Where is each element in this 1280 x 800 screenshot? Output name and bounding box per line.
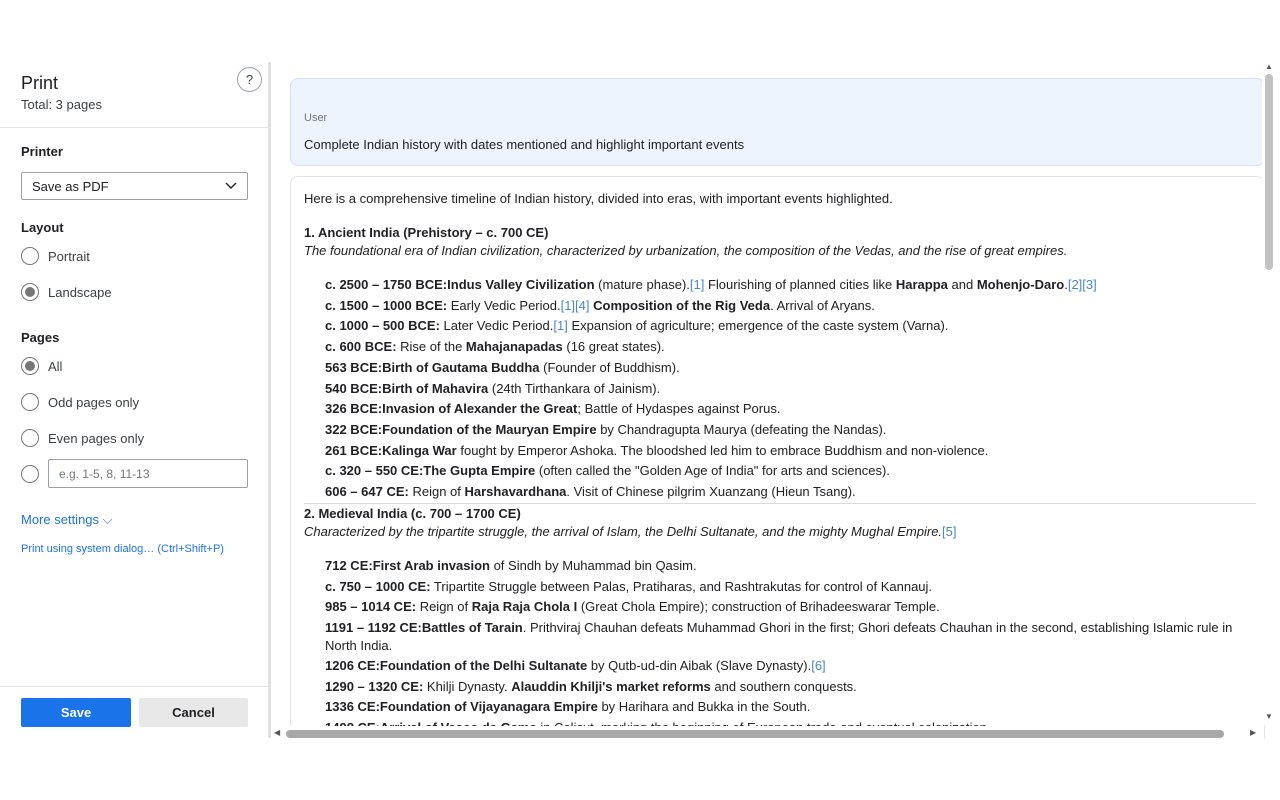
- item-text: of Sindh by Muhammad bin Qasim.: [489, 558, 697, 573]
- pages-odd-label: Odd pages only: [48, 394, 140, 410]
- timeline-item: [325, 619, 1232, 636]
- scroll-left-icon[interactable]: ◀: [274, 728, 281, 737]
- timeline-item: [325, 400, 780, 417]
- timeline-item: [325, 338, 665, 355]
- highlight-text: 326 BCE:Invasion of Alexander the Great: [325, 401, 578, 417]
- highlight-text: Composition of the Rig Veda: [593, 297, 771, 313]
- citation-link[interactable]: [1][4]: [560, 297, 590, 313]
- assistant-message: [290, 176, 1265, 738]
- item-text: and southern conquests.: [710, 679, 857, 694]
- highlight-text: 1336 CE:Foundation of Vijayanagara Empire: [325, 699, 598, 714]
- user-message-text: Complete Indian history with dates mentioned and highlight important events: [304, 137, 745, 152]
- page-count: Total: 3 pages: [21, 97, 102, 112]
- item-text: (16 great states).: [562, 339, 665, 355]
- item-text: (often called the "Golden Age of India" for arts and sciences).: [535, 463, 890, 479]
- chevron-down-icon: [225, 179, 237, 191]
- pages-even-option[interactable]: [21, 429, 144, 447]
- item-text: and: [947, 277, 977, 292]
- highlight-text: Harappa: [895, 277, 948, 292]
- highlight-text: 1290 – 1320 CE:: [325, 679, 424, 694]
- section-heading: 1. Ancient India (Prehistory – c. 700 CE): [304, 225, 549, 240]
- panel-title: Print: [21, 73, 59, 93]
- layout-landscape-label: Landscape: [48, 284, 112, 300]
- highlight-text: c. 1500 – 1000 BCE:: [325, 297, 448, 313]
- item-text: Tripartite Struggle between Palas, Pratiharas, and Rashtrakutas for control of Kannauj.: [430, 579, 933, 594]
- timeline-item: [325, 359, 680, 376]
- item-text: Reign of: [408, 484, 465, 499]
- layout-landscape-option[interactable]: [21, 283, 112, 301]
- print-settings-panel: [0, 62, 268, 738]
- highlight-text: 540 BCE:Birth of Mahavira: [325, 380, 489, 396]
- panel-divider: [268, 62, 271, 738]
- pages-even-label: Even pages only: [48, 430, 145, 446]
- timeline-item: [325, 317, 948, 334]
- radio-odd[interactable]: [21, 393, 39, 411]
- printer-select-value: Save as PDF: [32, 179, 109, 194]
- custom-pages-input[interactable]: [48, 459, 248, 488]
- vertical-scroll-thumb[interactable]: [1265, 74, 1273, 270]
- radio-even[interactable]: [21, 429, 39, 447]
- citation-link[interactable]: [1]: [689, 277, 705, 292]
- item-text: Rise of the: [396, 339, 466, 355]
- divider: [0, 686, 268, 687]
- save-button[interactable]: Save: [21, 698, 131, 727]
- highlight-text: 712 CE:First Arab invasion: [325, 558, 490, 573]
- item-text: Expansion of agriculture; emergence of the caste system (Varna).: [567, 318, 949, 334]
- item-text: . Arrival of Aryans.: [770, 297, 875, 313]
- pages-label: Pages: [21, 330, 60, 345]
- highlight-text: Raja Raja Chola I: [471, 599, 578, 614]
- layout-label: Layout: [21, 220, 64, 235]
- system-dialog-link[interactable]: Print using system dialog… (Ctrl+Shift+P): [21, 543, 224, 555]
- item-text: fought by Emperor Ashoka. The bloodshed led him to embrace Buddhism and non-violence.: [456, 442, 989, 458]
- highlight-text: Harshavardhana: [464, 484, 567, 499]
- pages-custom-option[interactable]: [21, 465, 48, 483]
- timeline-item: [325, 442, 988, 459]
- highlight-text: Mahajanapadas: [465, 339, 563, 355]
- item-text: by Qutb-ud-din Aibak (Slave Dynasty).: [587, 658, 812, 673]
- item-text: Later Vedic Period.: [439, 318, 554, 334]
- pages-all-label: All: [48, 358, 63, 374]
- item-text: North India.: [325, 638, 393, 653]
- highlight-text: 261 BCE:Kalinga War: [325, 442, 457, 458]
- highlight-text: c. 2500 – 1750 BCE:Indus Valley Civilization: [325, 277, 595, 292]
- printer-label: Printer: [21, 144, 63, 159]
- cancel-button[interactable]: Cancel: [139, 698, 248, 727]
- timeline-item: [325, 657, 826, 674]
- printer-select[interactable]: [21, 172, 248, 200]
- item-text: Early Vedic Period.: [447, 297, 561, 313]
- highlight-text: c. 750 – 1000 CE:: [325, 579, 431, 594]
- highlight-text: 563 BCE:Birth of Gautama Buddha: [325, 359, 540, 375]
- scroll-right-icon[interactable]: ▶: [1250, 728, 1257, 737]
- highlight-text: c. 1000 – 500 BCE:: [325, 318, 440, 334]
- divider: [0, 127, 268, 128]
- section-heading: 2. Medieval India (c. 700 – 1700 CE): [304, 506, 521, 521]
- highlight-text: c. 320 – 550 CE:The Gupta Empire: [325, 463, 536, 479]
- layout-portrait-label: Portrait: [48, 248, 90, 264]
- item-text: (mature phase).: [594, 277, 690, 292]
- timeline-item: [325, 276, 1097, 293]
- pages-odd-option[interactable]: [21, 393, 139, 411]
- timeline-item: [325, 698, 810, 715]
- item-text: by Chandragupta Maurya (defeating the Nandas).: [596, 421, 887, 437]
- section-description-text: Characterized by the tripartite struggle, the arrival of Islam, the Delhi Sultanate, and the mighty Mughal Empire.: [304, 524, 943, 539]
- timeline-item: [325, 483, 856, 500]
- item-text: .: [1064, 277, 1068, 292]
- pages-all-option[interactable]: [21, 357, 62, 375]
- highlight-text: 1206 CE:Foundation of the Delhi Sultanate: [325, 658, 588, 673]
- timeline-item: [325, 462, 890, 479]
- highlight-text: 322 BCE:Foundation of the Mauryan Empire: [325, 421, 597, 437]
- highlight-text: 606 – 647 CE:: [325, 484, 409, 499]
- highlight-text: 985 – 1014 CE:: [325, 599, 417, 614]
- item-text: by Harihara and Bukka in the South.: [597, 699, 811, 714]
- user-message: [290, 78, 1265, 166]
- scroll-down-icon[interactable]: ▼: [1265, 712, 1273, 721]
- radio-all[interactable]: [21, 357, 39, 375]
- radio-landscape[interactable]: [21, 283, 39, 301]
- timeline-item: [325, 578, 932, 595]
- intro-text: Here is a comprehensive timeline of Indian history, divided into eras, with important events highlighted.: [304, 191, 893, 206]
- scroll-up-icon[interactable]: ▲: [1265, 62, 1273, 71]
- item-text: (24th Tirthankara of Jainism).: [488, 380, 661, 396]
- highlight-text: c. 600 BCE:: [325, 339, 397, 355]
- horizontal-scrollbar[interactable]: [272, 726, 1262, 740]
- timeline-item: [325, 557, 697, 574]
- citation-link[interactable]: [5]: [942, 524, 957, 539]
- item-text: ; Battle of Hydaspes against Porus.: [577, 401, 781, 417]
- item-text: (Founder of Buddhism).: [539, 359, 680, 375]
- vertical-scrollbar[interactable]: [1262, 62, 1276, 726]
- item-text: Flourishing of planned cities like: [704, 277, 896, 292]
- item-text: Reign of: [416, 599, 472, 614]
- layout-portrait-option[interactable]: [21, 247, 90, 265]
- help-icon[interactable]: ?: [237, 67, 262, 92]
- item-text: (Great Chola Empire); construction of Brihadeeswarar Temple.: [577, 599, 940, 614]
- citation-link[interactable]: [1]: [553, 318, 568, 334]
- highlight-text: 1191 – 1192 CE:Battles of Tarain: [325, 620, 523, 635]
- section-description: The foundational era of Indian civilization, characterized by urbanization, the composition of the Vedas, and the rise of great empires.: [304, 243, 1068, 258]
- item-text: . Visit of Chinese pilgrim Xuanzang (Hieun Tsang).: [566, 484, 856, 499]
- horizontal-scroll-thumb[interactable]: [286, 730, 1224, 738]
- timeline-item: [325, 380, 660, 397]
- highlight-text: Mohenjo-Daro: [976, 277, 1065, 292]
- timeline-item: [325, 598, 940, 615]
- item-text: . Prithviraj Chauhan defeats Muhammad Ghori in the first; Ghori defeats Chauhan in the second, establishing Islamic rule in: [522, 620, 1233, 635]
- timeline-item: [325, 637, 392, 654]
- print-preview: [272, 62, 1280, 738]
- radio-custom[interactable]: [21, 465, 39, 483]
- highlight-text: Alauddin Khilji's market reforms: [511, 679, 711, 694]
- section-description: [304, 523, 957, 540]
- radio-portrait[interactable]: [21, 247, 39, 265]
- timeline-item: [325, 421, 886, 438]
- divider: [304, 503, 1256, 504]
- timeline-item: [325, 678, 857, 695]
- timeline-item: [325, 297, 875, 314]
- user-label: User: [304, 112, 328, 124]
- more-settings-link[interactable]: More settings ⌵: [21, 512, 113, 527]
- item-text: Khilji Dynasty.: [423, 679, 512, 694]
- citation-link[interactable]: [6]: [811, 658, 826, 673]
- citation-link[interactable]: [2][3]: [1067, 277, 1097, 292]
